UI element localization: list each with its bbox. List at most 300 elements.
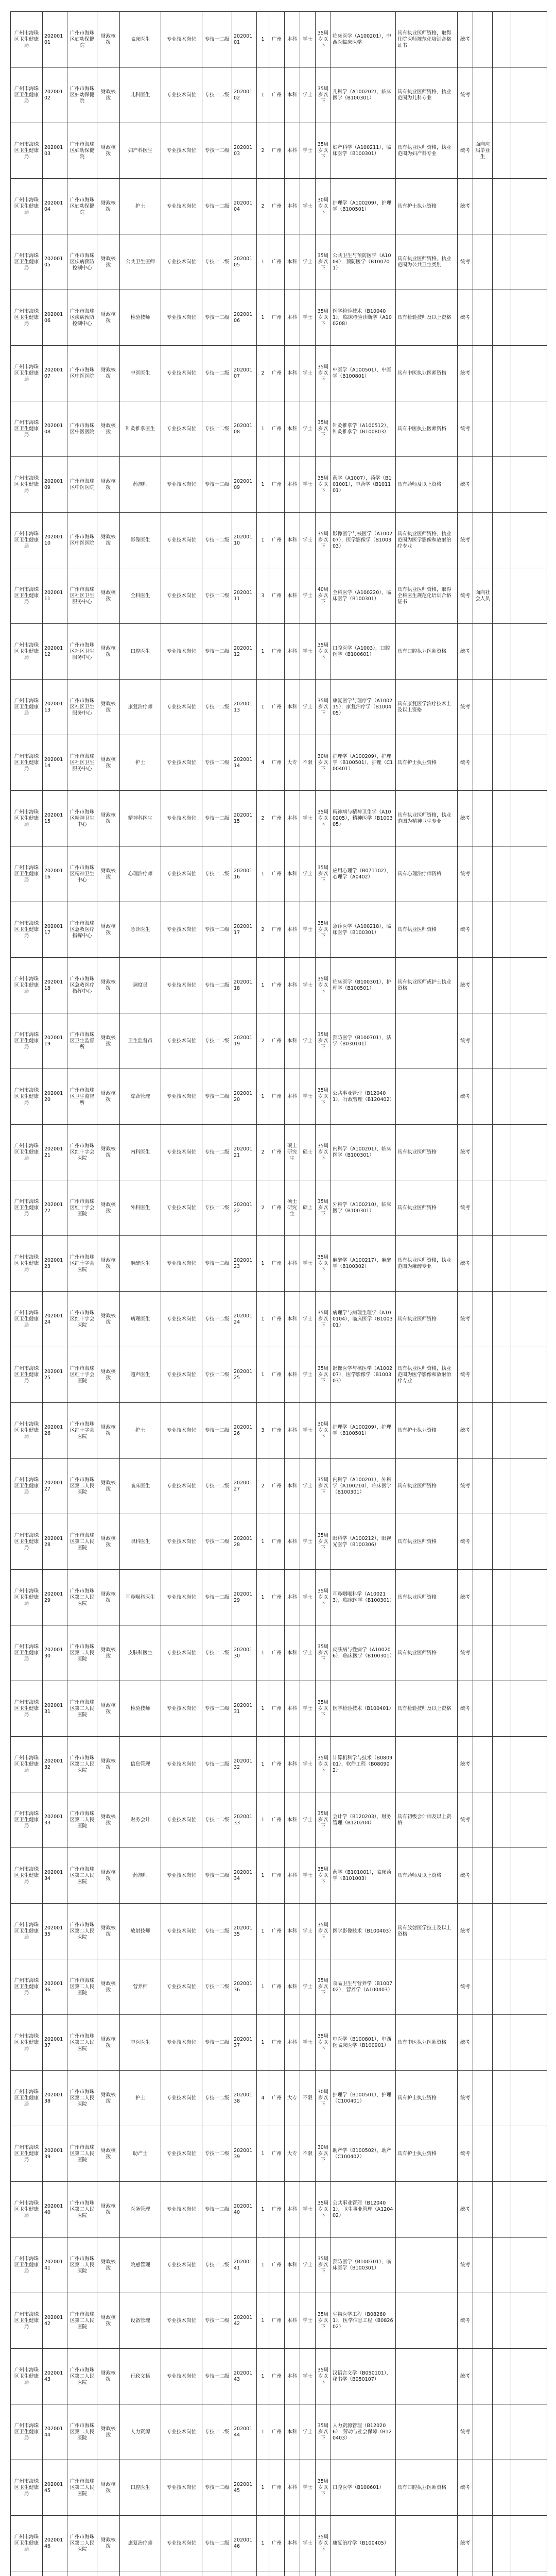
unit-cell: 广州市海珠区社区卫生服务中心 bbox=[67, 680, 97, 735]
major-cell: 妇产科学（A100211），临床医学（B100301） bbox=[331, 123, 396, 179]
count-cell: 1 bbox=[257, 1625, 269, 1681]
age-cell: 35周岁以下 bbox=[316, 1459, 331, 1514]
category-cell: 专技十二级 bbox=[202, 1459, 232, 1514]
position-cell: 临床医生 bbox=[120, 12, 161, 67]
note-cell bbox=[473, 2126, 493, 2182]
major-cell: 药学（B101001），临床药学（B101003） bbox=[331, 1848, 396, 1904]
location-cell: 广州 bbox=[269, 680, 285, 735]
exam-cell: 统考 bbox=[458, 2349, 473, 2404]
type-cell: 专业技术岗位 bbox=[161, 290, 202, 346]
major-cell: 精神病与精神卫生学（A100205），精神医学（B100305） bbox=[331, 791, 396, 846]
unit-cell: 广州市海珠区第二人民医院 bbox=[67, 1459, 97, 1514]
count-cell: 1 bbox=[257, 1292, 269, 1347]
exam-cell: 统考 bbox=[458, 1737, 473, 1792]
category-cell bbox=[202, 2571, 232, 2576]
unit-cell: 广州市海珠区第二人民医院 bbox=[67, 1570, 97, 1625]
category-cell: 专技十二级 bbox=[202, 1125, 232, 1180]
education-cell: 本科 bbox=[285, 1292, 300, 1347]
code-cell: 20200146 bbox=[43, 2516, 67, 2571]
category-cell: 专技十二级 bbox=[202, 958, 232, 1013]
remark-cell bbox=[493, 1403, 511, 1459]
education-cell: 本科 bbox=[285, 1681, 300, 1737]
position-code-cell: 20200137 bbox=[232, 2015, 257, 2071]
position-cell: 护士 bbox=[120, 2071, 161, 2126]
nature-cell: 财政核拨 bbox=[97, 1459, 120, 1514]
note-cell bbox=[473, 1681, 493, 1737]
age-cell: 35周岁以下 bbox=[316, 2404, 331, 2460]
position-cell: 超声医生 bbox=[120, 1347, 161, 1403]
education-cell: 本科 bbox=[285, 2238, 300, 2293]
category-cell: 专技十二级 bbox=[202, 67, 232, 123]
type-cell: 专业技术岗位 bbox=[161, 1069, 202, 1125]
code-cell: 20200143 bbox=[43, 2349, 67, 2404]
count-cell: 1 bbox=[257, 401, 269, 457]
remark-cell bbox=[493, 680, 511, 735]
age-cell: 35周岁以下 bbox=[316, 1069, 331, 1125]
note-cell bbox=[473, 234, 493, 290]
exam-cell: 统考 bbox=[458, 2126, 473, 2182]
age-cell: 35周岁以下 bbox=[316, 2460, 331, 2516]
location-cell: 广州 bbox=[269, 179, 285, 234]
location-cell: 广州 bbox=[269, 1737, 285, 1792]
position-code-cell: 20200121 bbox=[232, 1125, 257, 1180]
remark2-cell bbox=[511, 2015, 547, 2071]
exam-cell: 统考 bbox=[458, 1570, 473, 1625]
exam-cell: 统考 bbox=[458, 2293, 473, 2349]
degree-cell: 学士 bbox=[300, 1681, 316, 1737]
count-cell: 1 bbox=[257, 2015, 269, 2071]
nature-cell: 财政核拨 bbox=[97, 1959, 120, 2015]
unit-cell: 广州市海珠区中医医院 bbox=[67, 513, 97, 568]
category-cell: 专技十二级 bbox=[202, 1737, 232, 1792]
dept-cell: 广州市海珠区卫生健康局 bbox=[11, 290, 43, 346]
count-cell: 2 bbox=[257, 1013, 269, 1069]
position-cell: 病理医生 bbox=[120, 1292, 161, 1347]
major-cell: 康复治疗学（B100405） bbox=[331, 2516, 396, 2571]
major-cell: 预防医学（B100701），临床医学（B100301） bbox=[331, 2238, 396, 2293]
remark-cell bbox=[493, 67, 511, 123]
requirement-cell: 具有执业医师资格，取得住院医师规范化培训合格证书 bbox=[396, 12, 458, 67]
category-cell: 专技十二级 bbox=[202, 234, 232, 290]
requirement-cell: 具有放射医学技士及以上资格 bbox=[396, 1904, 458, 1959]
type-cell: 专业技术岗位 bbox=[161, 1347, 202, 1403]
table-row bbox=[11, 179, 547, 234]
count-cell: 2 bbox=[257, 346, 269, 401]
nature-cell: 财政核拨 bbox=[97, 1069, 120, 1125]
position-code-cell: 20200106 bbox=[232, 290, 257, 346]
dept-cell: 广州市海珠区卫生健康局 bbox=[11, 1681, 43, 1737]
age-cell: 35周岁以下 bbox=[316, 958, 331, 1013]
remark-cell bbox=[493, 457, 511, 513]
dept-cell: 广州市海珠区卫生健康局 bbox=[11, 846, 43, 902]
age-cell: 35周岁以下 bbox=[316, 2182, 331, 2238]
degree-cell bbox=[300, 2571, 316, 2576]
location-cell: 广州 bbox=[269, 1347, 285, 1403]
major-cell: 公共事业管理（B120401），行政管理（B120402） bbox=[331, 1069, 396, 1125]
category-cell: 专技十二级 bbox=[202, 2238, 232, 2293]
category-cell: 专技十二级 bbox=[202, 123, 232, 179]
position-cell: 综合管理 bbox=[120, 1069, 161, 1125]
position-code-cell: 20200113 bbox=[232, 680, 257, 735]
count-cell: 1 bbox=[257, 457, 269, 513]
note-cell bbox=[473, 2293, 493, 2349]
unit-cell: 广州市海珠区红十字会医院 bbox=[67, 1347, 97, 1403]
type-cell: 专业技术岗位 bbox=[161, 1125, 202, 1180]
degree-cell: 学士 bbox=[300, 1514, 316, 1570]
note-cell bbox=[473, 791, 493, 846]
category-cell: 专技十二级 bbox=[202, 1959, 232, 2015]
degree-cell: 不限 bbox=[300, 2126, 316, 2182]
note-cell bbox=[473, 513, 493, 568]
major-cell: 生物医学工程（B082601），医学信息工程（B082602） bbox=[331, 2293, 396, 2349]
category-cell: 专技十二级 bbox=[202, 1069, 232, 1125]
requirement-cell: 具有护士执业资格 bbox=[396, 735, 458, 791]
count-cell: 1 bbox=[257, 1959, 269, 2015]
major-cell: 病理学与病理生理学（A100104），临床医学（B100301） bbox=[331, 1292, 396, 1347]
category-cell: 专技十二级 bbox=[202, 179, 232, 234]
category-cell: 专技十二级 bbox=[202, 2071, 232, 2126]
nature-cell: 财政核拨 bbox=[97, 791, 120, 846]
location-cell: 广州 bbox=[269, 234, 285, 290]
type-cell: 专业技术岗位 bbox=[161, 1904, 202, 1959]
education-cell: 本科 bbox=[285, 2182, 300, 2238]
note-cell bbox=[473, 179, 493, 234]
count-cell: 1 bbox=[257, 1069, 269, 1125]
count-cell: 1 bbox=[257, 846, 269, 902]
degree-cell: 学士 bbox=[300, 123, 316, 179]
exam-cell: 统考 bbox=[458, 123, 473, 179]
age-cell: 35周岁以下 bbox=[316, 457, 331, 513]
nature-cell: 财政核拨 bbox=[97, 457, 120, 513]
recruitment-document bbox=[10, 11, 546, 2576]
position-table bbox=[10, 11, 547, 2576]
degree-cell: 学士 bbox=[300, 2182, 316, 2238]
requirement-cell: 具有执业医师资格，执业范围为麻醉专业 bbox=[396, 1236, 458, 1292]
type-cell: 专业技术岗位 bbox=[161, 2293, 202, 2349]
dept-cell: 广州市海珠区卫生健康局 bbox=[11, 234, 43, 290]
exam-cell: 统考 bbox=[458, 624, 473, 680]
type-cell: 专业技术岗位 bbox=[161, 2126, 202, 2182]
remark2-cell bbox=[511, 624, 547, 680]
unit-cell: 广州市海珠区精神卫生中心 bbox=[67, 846, 97, 902]
education-cell bbox=[285, 2571, 300, 2576]
code-cell: 20200107 bbox=[43, 346, 67, 401]
requirement-cell bbox=[396, 1959, 458, 2015]
nature-cell: 财政核拨 bbox=[97, 2238, 120, 2293]
degree-cell: 学士 bbox=[300, 1069, 316, 1125]
table-row bbox=[11, 1125, 547, 1180]
unit-cell: 广州市海珠区第二人民医院 bbox=[67, 2126, 97, 2182]
table-row bbox=[11, 401, 547, 457]
requirement-cell: 具有检验技师及以上资格 bbox=[396, 1681, 458, 1737]
remark2-cell bbox=[511, 2293, 547, 2349]
unit-cell: 广州市海珠区中医医院 bbox=[67, 457, 97, 513]
requirement-cell bbox=[396, 2516, 458, 2571]
position-code-cell: 20200114 bbox=[232, 735, 257, 791]
dept-cell: 广州市海珠区卫生健康局 bbox=[11, 1625, 43, 1681]
type-cell: 专业技术岗位 bbox=[161, 735, 202, 791]
code-cell: 20200131 bbox=[43, 1681, 67, 1737]
degree-cell: 学士 bbox=[300, 568, 316, 624]
requirement-cell: 具有执业医师资格，执业范围为公共卫生类别 bbox=[396, 234, 458, 290]
note-cell bbox=[473, 1625, 493, 1681]
note-cell bbox=[473, 1848, 493, 1904]
position-code-cell: 20200132 bbox=[232, 1737, 257, 1792]
category-cell: 专技十二级 bbox=[202, 1347, 232, 1403]
type-cell: 专业技术岗位 bbox=[161, 2516, 202, 2571]
major-cell: 针灸推拿学（A100512），针灸推拿学（B100803） bbox=[331, 401, 396, 457]
table-row bbox=[11, 1403, 547, 1459]
major-cell: 影像医学与核医学（A100207），医学影像学（B100303） bbox=[331, 1347, 396, 1403]
education-cell: 本科 bbox=[285, 791, 300, 846]
remark2-cell bbox=[511, 568, 547, 624]
major-cell: 公共卫生与预防医学（A1004），预防医学（B100701） bbox=[331, 234, 396, 290]
count-cell: 2 bbox=[257, 123, 269, 179]
position-code-cell: 20200119 bbox=[232, 1013, 257, 1069]
position-code-cell: 20200140 bbox=[232, 2182, 257, 2238]
category-cell: 专技十二级 bbox=[202, 513, 232, 568]
requirement-cell: 具有执业医师资格 bbox=[396, 902, 458, 958]
degree-cell: 学士 bbox=[300, 2404, 316, 2460]
major-cell: 助产学（B100502），助产（C100402） bbox=[331, 2126, 396, 2182]
note-cell bbox=[473, 1904, 493, 1959]
remark2-cell bbox=[511, 513, 547, 568]
exam-cell: 统考 bbox=[458, 846, 473, 902]
nature-cell: 财政核拨 bbox=[97, 1681, 120, 1737]
position-code-cell: 20200142 bbox=[232, 2293, 257, 2349]
remark-cell bbox=[493, 2460, 511, 2516]
count-cell: 3 bbox=[257, 568, 269, 624]
education-cell: 本科 bbox=[285, 67, 300, 123]
location-cell: 广州 bbox=[269, 624, 285, 680]
requirement-cell: 具有口腔执业医师资格 bbox=[396, 2460, 458, 2516]
degree-cell: 学士 bbox=[300, 1625, 316, 1681]
count-cell: 1 bbox=[257, 2516, 269, 2571]
major-cell: 护理学（A100209），护理学（B100501） bbox=[331, 1403, 396, 1459]
count-cell: 1 bbox=[257, 2404, 269, 2460]
count-cell: 1 bbox=[257, 12, 269, 67]
unit-cell: 广州市海珠区精神卫生中心 bbox=[67, 791, 97, 846]
dept-cell: 广州市海珠区卫生健康局 bbox=[11, 624, 43, 680]
position-cell: 心理治疗师 bbox=[120, 846, 161, 902]
nature-cell: 财政核拨 bbox=[97, 1292, 120, 1347]
remark2-cell bbox=[511, 1904, 547, 1959]
exam-cell: 统考 bbox=[458, 1514, 473, 1570]
position-code-cell: 20200146 bbox=[232, 2516, 257, 2571]
nature-cell: 财政核拨 bbox=[97, 2293, 120, 2349]
education-cell: 本科 bbox=[285, 1737, 300, 1792]
degree-cell: 学士 bbox=[300, 346, 316, 401]
age-cell: 35周岁以下 bbox=[316, 1625, 331, 1681]
education-cell: 本科 bbox=[285, 1904, 300, 1959]
education-cell: 本科 bbox=[285, 290, 300, 346]
education-cell: 本科 bbox=[285, 680, 300, 735]
age-cell: 35周岁以下 bbox=[316, 2015, 331, 2071]
code-cell: 20200129 bbox=[43, 1570, 67, 1625]
dept-cell: 广州市海珠区卫生健康局 bbox=[11, 1403, 43, 1459]
position-code-cell: 20200124 bbox=[232, 1292, 257, 1347]
category-cell: 专技十二级 bbox=[202, 1570, 232, 1625]
age-cell: 35周岁以下 bbox=[316, 680, 331, 735]
nature-cell: 财政核拨 bbox=[97, 2460, 120, 2516]
category-cell: 专技十二级 bbox=[202, 2460, 232, 2516]
position-cell: 药剂师 bbox=[120, 457, 161, 513]
requirement-cell bbox=[396, 2182, 458, 2238]
dept-cell: 广州市海珠区卫生健康局 bbox=[11, 346, 43, 401]
count-cell: 1 bbox=[257, 1681, 269, 1737]
degree-cell: 学士 bbox=[300, 1236, 316, 1292]
table-row bbox=[11, 67, 547, 123]
education-cell: 大专 bbox=[285, 735, 300, 791]
exam-cell: 统考 bbox=[458, 2015, 473, 2071]
requirement-cell bbox=[396, 1013, 458, 1069]
location-cell: 广州 bbox=[269, 1180, 285, 1236]
education-cell: 本科 bbox=[285, 1848, 300, 1904]
code-cell: 20200111 bbox=[43, 568, 67, 624]
degree-cell: 学士 bbox=[300, 1013, 316, 1069]
location-cell: 广州 bbox=[269, 1959, 285, 2015]
position-code-cell bbox=[232, 2571, 257, 2576]
degree-cell: 学士 bbox=[300, 846, 316, 902]
count-cell: 2 bbox=[257, 1125, 269, 1180]
requirement-cell: 具有口腔执业医师资格 bbox=[396, 624, 458, 680]
major-cell: 口腔医学（B100601） bbox=[331, 2460, 396, 2516]
location-cell: 广州 bbox=[269, 1570, 285, 1625]
unit-cell: 广州市海珠区妇幼保健院 bbox=[67, 123, 97, 179]
nature-cell: 财政核拨 bbox=[97, 1403, 120, 1459]
position-cell: 财务会计 bbox=[120, 1792, 161, 1848]
nature-cell: 财政核拨 bbox=[97, 1904, 120, 1959]
dept-cell: 广州市海珠区卫生健康局 bbox=[11, 1180, 43, 1236]
type-cell: 专业技术岗位 bbox=[161, 2015, 202, 2071]
table-row bbox=[11, 1459, 547, 1514]
code-cell: 20200141 bbox=[43, 2238, 67, 2293]
dept-cell: 广州市海珠区卫生健康局 bbox=[11, 1792, 43, 1848]
location-cell: 广州 bbox=[269, 401, 285, 457]
remark-cell bbox=[493, 791, 511, 846]
education-cell: 本科 bbox=[285, 1625, 300, 1681]
remark-cell bbox=[493, 1904, 511, 1959]
nature-cell: 财政核拨 bbox=[97, 513, 120, 568]
table-row bbox=[11, 1013, 547, 1069]
dept-cell: 广州市海珠区卫生健康局 bbox=[11, 1292, 43, 1347]
exam-cell: 统考 bbox=[458, 401, 473, 457]
code-cell: 20200104 bbox=[43, 179, 67, 234]
dept-cell: 广州市海珠区卫生健康局 bbox=[11, 67, 43, 123]
code-cell: 20200135 bbox=[43, 1904, 67, 1959]
position-code-cell: 20200136 bbox=[232, 1959, 257, 2015]
remark-cell bbox=[493, 2571, 511, 2576]
type-cell: 专业技术岗位 bbox=[161, 67, 202, 123]
remark2-cell bbox=[511, 791, 547, 846]
note-cell bbox=[473, 2571, 493, 2576]
nature-cell: 财政核拨 bbox=[97, 1180, 120, 1236]
exam-cell: 统考 bbox=[458, 1848, 473, 1904]
table-row bbox=[11, 290, 547, 346]
code-cell: 20200123 bbox=[43, 1236, 67, 1292]
nature-cell: 财政核拨 bbox=[97, 846, 120, 902]
requirement-cell: 具有执业医师资格，执业范围为医学影像和放射治疗专业 bbox=[396, 1347, 458, 1403]
remark-cell bbox=[493, 401, 511, 457]
dept-cell: 广州市海珠区卫生健康局 bbox=[11, 680, 43, 735]
remark-cell bbox=[493, 958, 511, 1013]
requirement-cell: 具有护士执业资格 bbox=[396, 1403, 458, 1459]
remark2-cell bbox=[511, 2182, 547, 2238]
unit-cell: 广州市海珠区红十字会医院 bbox=[67, 1292, 97, 1347]
location-cell: 广州 bbox=[269, 12, 285, 67]
degree-cell: 学士 bbox=[300, 401, 316, 457]
table-row bbox=[11, 2182, 547, 2238]
remark-cell bbox=[493, 1459, 511, 1514]
count-cell: 1 bbox=[257, 1514, 269, 1570]
dept-cell: 广州市海珠区卫生健康局 bbox=[11, 12, 43, 67]
code-cell: 20200102 bbox=[43, 67, 67, 123]
degree-cell: 学士 bbox=[300, 2238, 316, 2293]
code-cell: 20200117 bbox=[43, 902, 67, 958]
nature-cell: 财政核拨 bbox=[97, 67, 120, 123]
remark-cell bbox=[493, 1069, 511, 1125]
location-cell: 广州 bbox=[269, 2404, 285, 2460]
major-cell: 计算机科学与技术（B080901），软件工程（B080902） bbox=[331, 1737, 396, 1792]
count-cell: 2 bbox=[257, 902, 269, 958]
table-row bbox=[11, 2015, 547, 2071]
major-cell: 人力资源管理（B120206），劳动与社会保障（B120403） bbox=[331, 2404, 396, 2460]
education-cell: 本科 bbox=[285, 513, 300, 568]
unit-cell: 广州市海珠区第二人民医院 bbox=[67, 2516, 97, 2571]
code-cell: 20200142 bbox=[43, 2293, 67, 2349]
remark-cell bbox=[493, 2516, 511, 2571]
requirement-cell: 具有执业医师资格 bbox=[396, 1292, 458, 1347]
exam-cell: 统考 bbox=[458, 1459, 473, 1514]
count-cell: 1 bbox=[257, 290, 269, 346]
code-cell: 20200140 bbox=[43, 2182, 67, 2238]
code-cell: 20200138 bbox=[43, 2071, 67, 2126]
position-code-cell: 20200126 bbox=[232, 1403, 257, 1459]
major-cell: 食品卫生与营养学（B100702），营养学（A100403） bbox=[331, 1959, 396, 2015]
degree-cell: 学士 bbox=[300, 1792, 316, 1848]
table-row bbox=[11, 1904, 547, 1959]
education-cell: 本科 bbox=[285, 1570, 300, 1625]
type-cell: 专业技术岗位 bbox=[161, 1681, 202, 1737]
position-cell: 公共卫生医师 bbox=[120, 234, 161, 290]
type-cell: 专业技术岗位 bbox=[161, 234, 202, 290]
degree-cell: 学士 bbox=[300, 1848, 316, 1904]
position-code-cell: 20200125 bbox=[232, 1347, 257, 1403]
remark2-cell bbox=[511, 735, 547, 791]
category-cell: 专技十二级 bbox=[202, 846, 232, 902]
count-cell: 2 bbox=[257, 1459, 269, 1514]
education-cell: 本科 bbox=[285, 234, 300, 290]
nature-cell: 财政核拨 bbox=[97, 568, 120, 624]
note-cell bbox=[473, 1514, 493, 1570]
education-cell: 本科 bbox=[285, 958, 300, 1013]
major-cell: 护理学（B100501），护理（C100401） bbox=[331, 2071, 396, 2126]
unit-cell: 广州市海珠区红十字会医院 bbox=[67, 1236, 97, 1292]
major-cell: 药学（A1007），药学（B101001），中药学（B101101） bbox=[331, 457, 396, 513]
count-cell: 1 bbox=[257, 2238, 269, 2293]
remark2-cell bbox=[511, 1013, 547, 1069]
location-cell: 广州 bbox=[269, 290, 285, 346]
position-cell: 全科医生 bbox=[120, 568, 161, 624]
nature-cell: 财政核拨 bbox=[97, 2071, 120, 2126]
category-cell: 专技十二级 bbox=[202, 1180, 232, 1236]
education-cell: 本科 bbox=[285, 624, 300, 680]
location-cell: 广州 bbox=[269, 1125, 285, 1180]
remark-cell bbox=[493, 2071, 511, 2126]
degree-cell: 学士 bbox=[300, 1292, 316, 1347]
exam-cell: 统考 bbox=[458, 1625, 473, 1681]
degree-cell: 学士 bbox=[300, 2516, 316, 2571]
